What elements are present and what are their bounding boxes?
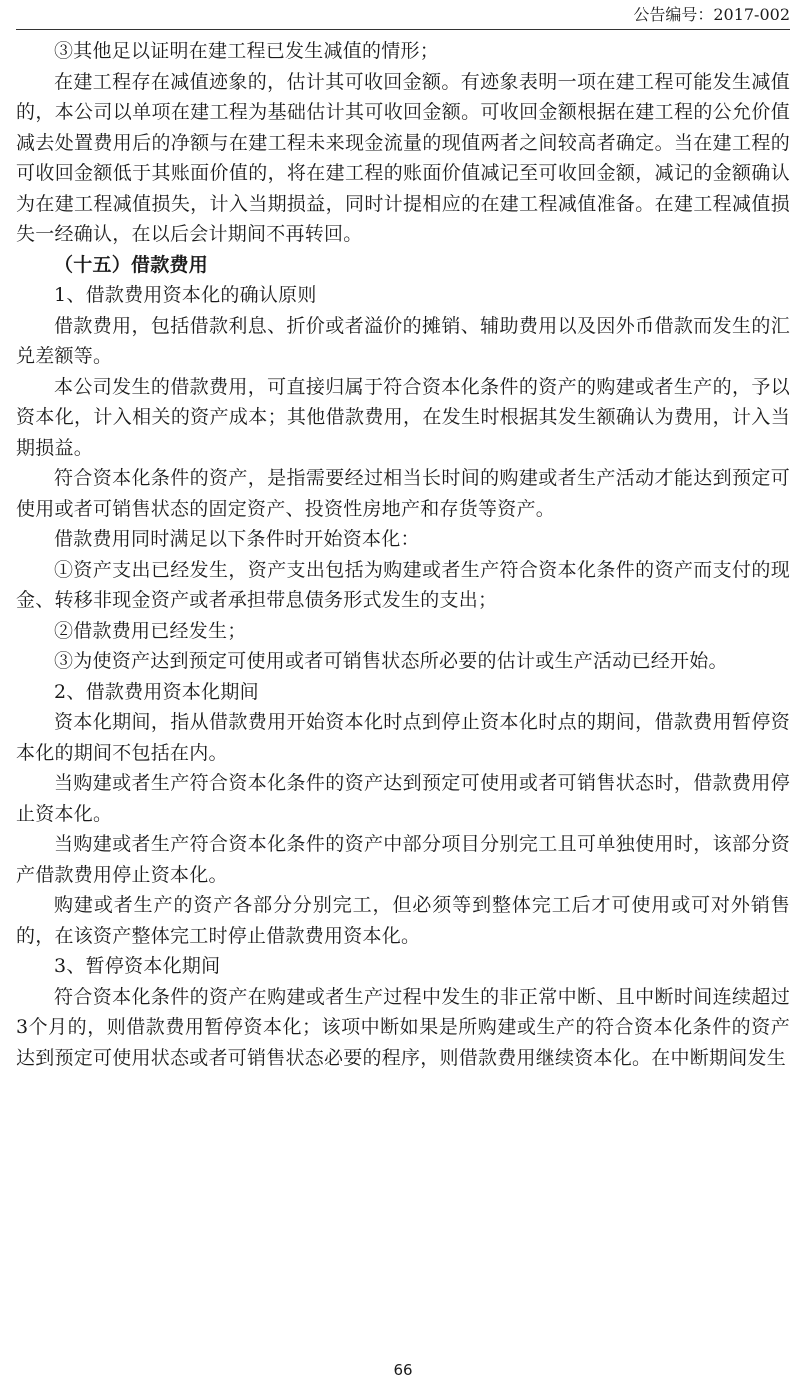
subheading-capitalization-principle: 1、借款费用资本化的确认原则: [54, 284, 317, 306]
paragraph-impairment-recoverable-amount: 在建工程存在减值迹象的，估计其可收回金额。有迹象表明一项在建工程可能发生减值的，本公司以单项在建工程为基础估计其可收回金额。可收回金额根据在建工程的公允价值减去处置费用后的净额与在建工程未来现金流量的现值两者之间较高者确定。当在建工程的可收回金额低于其账面价值的，将在建工程的账面价值减记至可收回金额，减记的金额确认为在建工程减值损失，计入当期损益，同时计提相应的在建工程减值准备。在建工程减值损失一经确认，在以后会计期间不再转回。: [16, 70, 790, 245]
list-item-condition-3: ③为使资产达到预定可使用或者可销售状态所必要的估计或生产活动已经开始。: [54, 650, 728, 672]
list-item-condition-2: ②借款费用已经发生；: [54, 619, 247, 642]
paragraph-suspension-rule: 符合资本化条件的资产在购建或者生产过程中发生的非正常中断、且中断时间连续超过3个月的，则借款费用暂停资本化；该项中断如果是所购建或生产的符合资本化条件的资产达到预定可使用状态或者可销售状态必要的程序，则借款费用继续资本化。在中断期间发生: [16, 985, 790, 1069]
paragraph-start-conditions: 借款费用同时满足以下条件时开始资本化：: [54, 528, 420, 550]
paragraph-borrowing-cost-definition: 借款费用，包括借款利息、折价或者溢价的摊销、辅助费用以及因外币借款而发生的汇兑差额等。: [16, 314, 790, 367]
paragraph-capitalization-period-definition: 资本化期间，指从借款费用开始资本化时点到停止资本化时点的期间，借款费用暂停资本化的期间不包括在内。: [16, 711, 790, 764]
page-number: 66: [393, 1361, 413, 1379]
paragraph-partial-completion: 当购建或者生产符合资本化条件的资产中部分项目分别完工且可单独使用时，该部分资产借款费用停止资本化。: [16, 833, 790, 886]
page-header: [0, 0, 806, 31]
paragraph-stop-capitalization: 当购建或者生产符合资本化条件的资产达到预定可使用或者可销售状态时，借款费用停止资本化。: [16, 772, 790, 825]
document-body: [16, 36, 790, 1073]
paragraph-impairment-condition-3: ③其他足以证明在建工程已发生减值的情形；: [54, 40, 440, 62]
header-divider: [16, 29, 790, 30]
list-item-condition-1: ①资产支出已经发生，资产支出包括为购建或者生产符合资本化条件的资产而支付的现金、转移非现金资产或者承担带息债务形式发生的支出；: [16, 558, 790, 611]
paragraph-qualifying-asset: 符合资本化条件的资产，是指需要经过相当长时间的购建或者生产活动才能达到预定可使用或者可销售状态的固定资产、投资性房地产和存货等资产。: [16, 467, 790, 520]
section-heading-borrowing-costs: （十五）借款费用: [54, 253, 209, 276]
paragraph-overall-completion: 购建或者生产的资产各部分分别完工，但必须等到整体完工后才可使用或可对外销售的，在该资产整体完工时停止借款费用资本化。: [16, 894, 790, 947]
paragraph-capitalization-rule: 本公司发生的借款费用，可直接归属于符合资本化条件的资产的购建或者生产的，予以资本化，计入相关的资产成本；其他借款费用，在发生时根据其发生额确认为费用，计入当期损益。: [16, 375, 790, 459]
subheading-suspension-period: 3、暂停资本化期间: [54, 955, 221, 977]
subheading-capitalization-period: 2、借款费用资本化期间: [54, 680, 259, 703]
announcement-code: 公告编号：2017-002: [633, 5, 790, 24]
